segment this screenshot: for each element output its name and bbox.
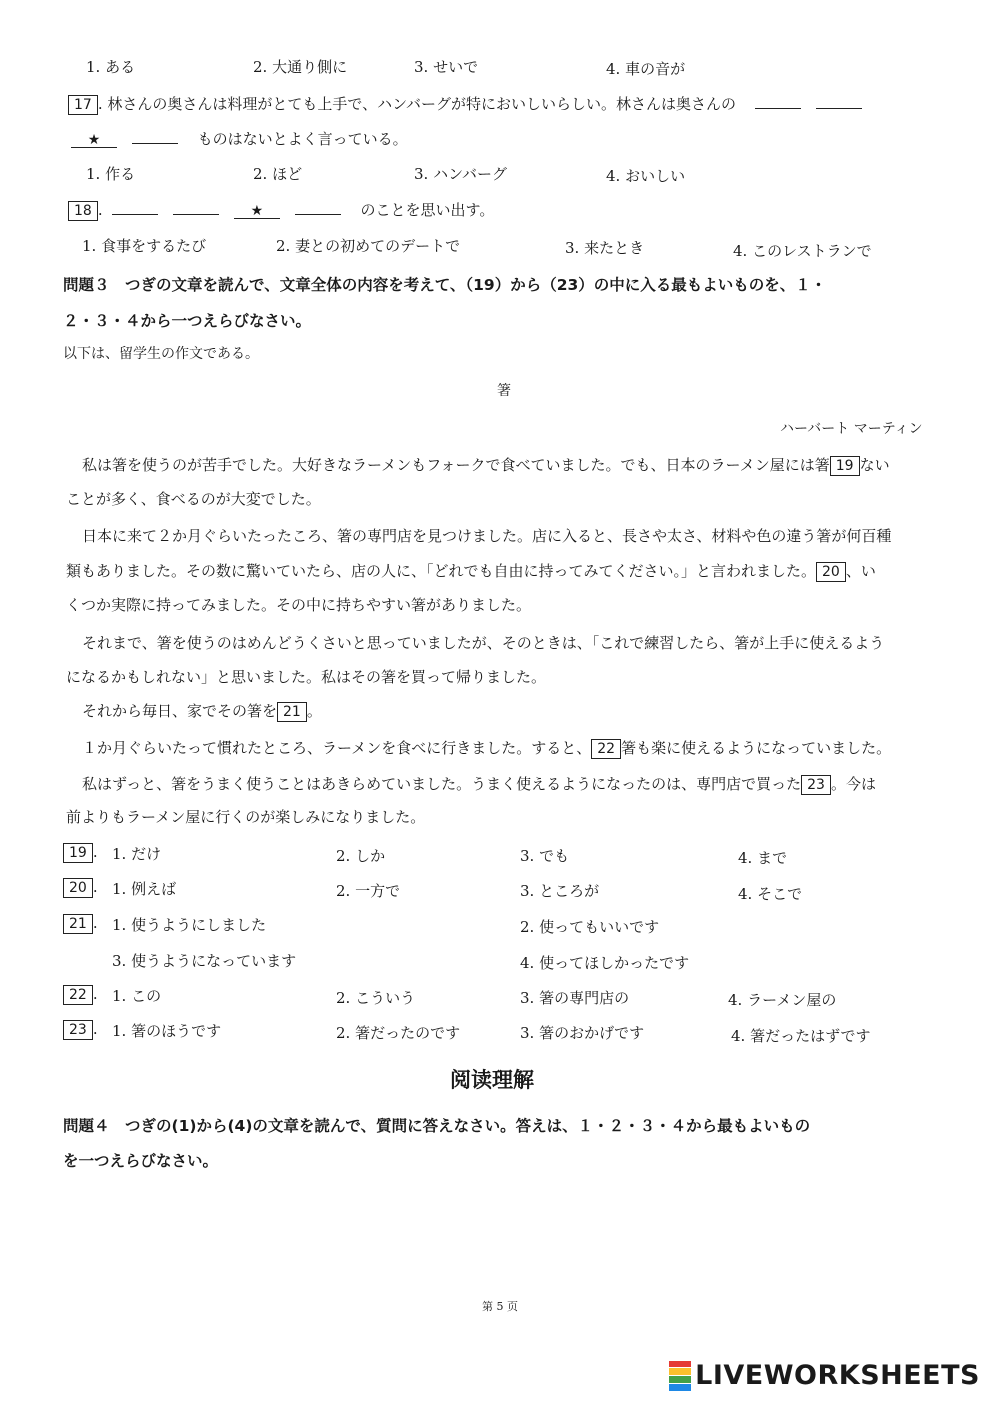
answer-21-option-4[interactable]: 4. 使ってほしかったです [520,954,690,972]
essay-p2-line2: 類もありました。その数に驚いていたら、店の人に、「どれでも自由に持ってみてください。」と言われました。 20 、い [66,562,876,580]
page-number: 第 5 页 [482,1300,518,1313]
answer-19-option-3[interactable]: 3. でも [520,847,570,865]
answer-row-20: 20 . [63,878,98,898]
essay-p5: １か月ぐらいたって慣れたところ、ラーメンを食べに行きました。すると、 22 箸も楽に使えるようになっていました。 [82,739,892,757]
q17-option-1: 1. 作る [86,165,136,183]
q17-blank-2[interactable] [816,96,862,109]
answer-21-number: 21 [63,914,93,934]
q17-option-2: 2. ほど [253,165,303,183]
blank-21-box[interactable]: 21 [277,702,307,722]
q17-line1: 17 . 林さんの奥さんは料理がとても上手で、ハンバーグが特においしいらしい。林さんは奥さんの [68,93,867,115]
answer-row-19: 19 . [63,843,98,863]
blank-22-box[interactable]: 22 [591,739,621,759]
q17-text: 林さんの奥さんは料理がとても上手で、ハンバーグが特においしいらしい。林さんは奥さんの [107,95,737,113]
essay-p6-line1: 私はずっと、箸をうまく使うことはあきらめていました。うまく使えるようになったのは、専門店で買った 23 。今は [82,775,876,793]
star-icon: ★ [87,132,101,148]
mondai4-instruction-line2: を一つえらびなさい。 [63,1152,219,1170]
essay-p4: それから毎日、家でその箸を 21 。 [82,702,322,720]
liveworksheets-icon [669,1361,691,1391]
answer-21-option-1[interactable]: 1. 使うようにしました [112,916,267,934]
q17-blank-4[interactable] [132,131,178,144]
answer-19-option-1[interactable]: 1. だけ [112,845,162,863]
mondai3-intro: 以下は、留学生の作文である。 [63,346,259,362]
q16-option-3: 3. せいで [414,58,479,76]
answer-23-option-2[interactable]: 2. 箸だったのです [336,1024,461,1042]
essay-p3-line2: になるかもしれない」と思いました。私はその箸を買って帰りました。 [66,668,547,686]
q18-line: 18 . ★ のことを思い出す。 [68,199,494,221]
essay-author: ハーバート マーティン [780,421,923,437]
blank-20-box[interactable]: 20 [816,562,846,582]
answer-22-option-1[interactable]: 1. この [112,987,162,1005]
answer-21-option-2[interactable]: 2. 使ってもいいです [520,918,660,936]
answer-20-option-4[interactable]: 4. そこで [738,885,803,903]
answer-20-number: 20 [63,878,93,898]
answer-20-option-2[interactable]: 2. 一方で [336,882,401,900]
star-icon: ★ [250,203,264,219]
essay-p3-line1: それまで、箸を使うのはめんどうくさいと思っていましたが、そのときは、「これで練習したら、箸が上手に使えるよう [82,634,885,652]
mondai3-instruction-line2: ２・３・４から一つえらびなさい。 [63,312,312,330]
essay-p1-line1: 私は箸を使うのが苦手でした。大好きなラーメンもフォークで食べていました。でも、日本のラーメン屋には箸 19 ない [82,456,890,474]
q17-option-4: 4. おいしい [606,167,686,185]
answer-23-number: 23 [63,1020,93,1040]
q18-text-end: のことを思い出す。 [360,201,495,219]
q16-option-4: 4. 車の音が [606,60,686,78]
answer-row-21: 21 . [63,914,98,934]
essay-title: 箸 [497,383,511,399]
answer-22-option-2[interactable]: 2. こういう [336,989,416,1007]
q16-option-1: 1. ある [86,58,136,76]
answer-20-option-3[interactable]: 3. ところが [520,882,600,900]
essay-p2-line3: くつか実際に持ってみました。その中に持ちやすい箸がありました。 [66,596,532,614]
q17-number-box: 17 [68,95,98,115]
q18-star-blank[interactable] [234,204,280,219]
q18-option-4: 4. このレストランで [733,242,872,260]
answer-19-number: 19 [63,843,93,863]
answer-row-22: 22 . [63,985,98,1005]
q17-blank-1[interactable] [755,96,801,109]
answer-22-option-3[interactable]: 3. 箸の専門店の [520,989,630,1007]
answer-19-option-2[interactable]: 2. しか [336,847,386,865]
q18-option-2: 2. 妻との初めてのデートで [276,237,461,255]
answer-19-option-4[interactable]: 4. まで [738,849,788,867]
q17-text-end: ものはないとよく言っている。 [197,130,408,148]
q18-blank-2[interactable] [173,202,219,215]
q17-line2 [66,128,408,149]
essay-p6-line2: 前よりもラーメン屋に行くのが楽しみになりました。 [66,808,426,826]
q18-number-box: 18 [68,201,98,221]
q18-option-1: 1. 食事をするたび [82,237,207,255]
answer-23-option-1[interactable]: 1. 箸のほうです [112,1022,222,1040]
answer-row-23: 23 . [63,1020,98,1040]
q18-blank-1[interactable] [112,202,158,215]
q16-option-2: 2. 大通り側に [253,58,348,76]
answer-22-option-4[interactable]: 4. ラーメン屋の [728,991,837,1009]
q18-option-3: 3. 来たとき [565,239,645,257]
brand-name: LIVEWORKSHEETS [695,1360,980,1391]
answer-23-option-4[interactable]: 4. 箸だったはずです [731,1027,871,1045]
blank-19-box[interactable]: 19 [830,456,860,476]
essay-p2-line1: 日本に来て２か月ぐらいたったころ、箸の専門店を見つけました。店に入ると、長さや太さ、材料や色の違う箸が何百種 [82,527,892,545]
q18-blank-4[interactable] [295,202,341,215]
blank-23-box[interactable]: 23 [801,775,831,795]
mondai4-instruction-line1: 問題４ つぎの(1)から(4)の文章を読んで、質問に答えなさい。答えは、１・２・３・４から最もよいもの [63,1117,811,1135]
answer-23-option-3[interactable]: 3. 箸のおかげです [520,1024,645,1042]
answer-21-option-3[interactable]: 3. 使うようになっています [112,952,297,970]
answer-20-option-1[interactable]: 1. 例えば [112,880,177,898]
mondai3-instruction-line1: 問題３ つぎの文章を読んで、文章全体の内容を考えて、（19）から（23）の中に入る最もよいものを、１・ [63,276,827,294]
q17-star-blank[interactable] [71,133,117,148]
essay-p1-line2: ことが多く、食べるのが大変でした。 [66,490,321,508]
liveworksheets-logo [669,1360,980,1391]
section-title: 阅读理解 [450,1068,534,1092]
answer-22-number: 22 [63,985,93,1005]
q17-option-3: 3. ハンバーグ [414,165,508,183]
